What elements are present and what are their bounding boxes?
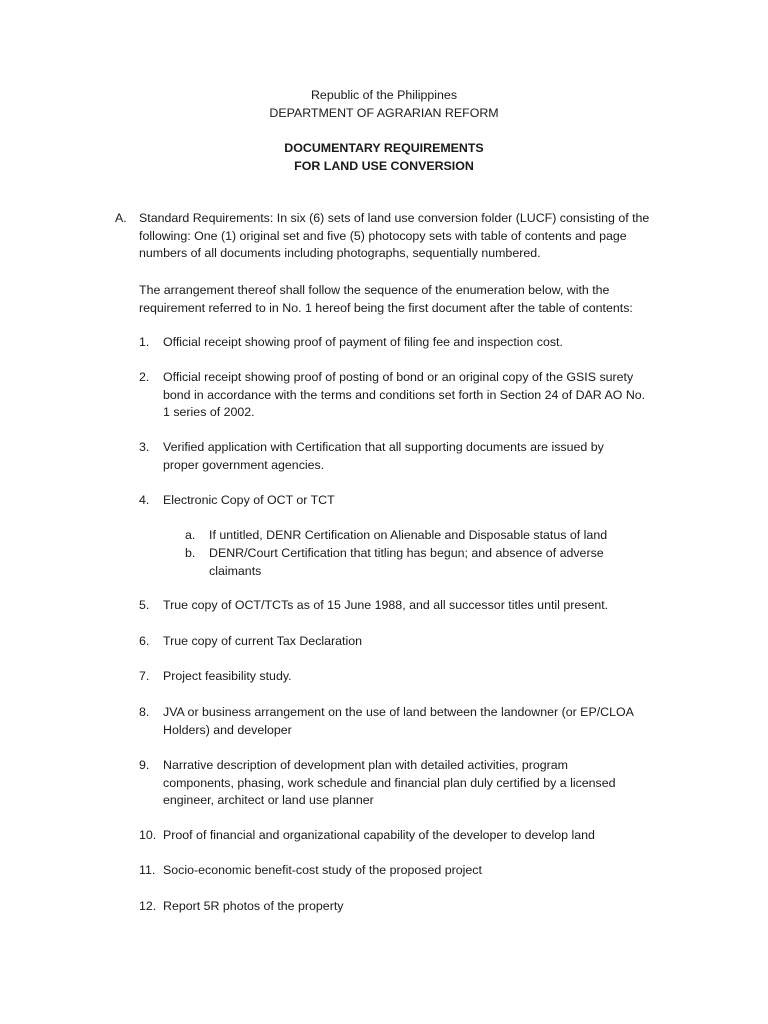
- section-a-line: following: One (1) original set and five (5) photocopy sets with table of contents and page: [139, 228, 627, 243]
- requirement-item-number: 1.: [139, 335, 150, 349]
- requirement-item-number: 9.: [139, 758, 150, 772]
- requirement-item-number: 4.: [139, 493, 150, 507]
- requirement-item-text: [163, 862, 659, 880]
- section-a-line: Standard Requirements: In six (6) sets of land use conversion folder (LUCF) consisting of the: [139, 211, 650, 225]
- title-line-1: DOCUMENTARY REQUIREMENTS: [284, 141, 484, 155]
- requirement-item-line: 1 series of 2002.: [163, 405, 255, 420]
- requirement-item-line: components, phasing, work schedule and financial plan duly certified by a licensed: [163, 775, 616, 790]
- requirement-item-text: [163, 898, 659, 916]
- requirement-subitem-number: b.: [185, 546, 196, 560]
- requirement-item-text: [163, 633, 659, 651]
- requirement-subitem-text: [209, 527, 645, 545]
- section-a-letter: A.: [115, 211, 127, 225]
- title-line-2: FOR LAND USE CONVERSION: [294, 158, 474, 173]
- requirement-item-text: [163, 704, 659, 739]
- requirement-item-line: proper government agencies.: [163, 457, 325, 472]
- requirement-item-text: [163, 369, 659, 422]
- requirement-item-text: [163, 492, 659, 510]
- department-line: DEPARTMENT OF AGRARIAN REFORM: [269, 105, 499, 120]
- requirement-item-number: 12.: [139, 899, 157, 913]
- requirement-item-line: Official receipt showing proof of posting of bond or an original copy of the GSIS surety: [163, 370, 634, 384]
- requirement-item-line: Verified application with Certification that all supporting documents are issued by: [163, 440, 604, 454]
- arrangement-line: The arrangement thereof shall follow the sequence of the enumeration below, with the: [139, 283, 610, 297]
- requirement-item-line: Electronic Copy of OCT or TCT: [163, 493, 335, 507]
- requirement-item-number: 3.: [139, 440, 150, 454]
- requirement-item-line: Holders) and developer: [163, 722, 292, 737]
- arrangement-line: requirement referred to in No. 1 hereof being the first document after the table of contents:: [139, 300, 633, 315]
- requirement-item-number: 8.: [139, 705, 150, 719]
- requirement-subitem-line: claimants: [209, 563, 262, 578]
- requirement-item-line: Project feasibility study.: [163, 669, 292, 683]
- requirement-item-line: True copy of current Tax Declaration: [163, 634, 363, 648]
- requirement-item-number: 7.: [139, 669, 150, 683]
- requirement-item-text: [163, 757, 659, 810]
- requirement-item-text: [163, 827, 659, 845]
- requirement-subitem-line: DENR/Court Certification that titling has begun; and absence of adverse: [209, 546, 604, 560]
- requirement-item-number: 5.: [139, 598, 150, 612]
- requirement-item-line: Narrative description of development plan with detailed activities, program: [163, 758, 568, 772]
- requirement-item-number: 6.: [139, 634, 150, 648]
- document-header: [0, 87, 768, 122]
- republic-line: Republic of the Philippines: [310, 88, 458, 102]
- requirement-item-text: [163, 668, 659, 686]
- requirement-item-line: Socio-economic benefit-cost study of the proposed project: [163, 863, 482, 877]
- requirement-item-line: True copy of OCT/TCTs as of 15 June 1988, and all successor titles until present.: [163, 598, 609, 612]
- requirement-subitem-text: [209, 545, 645, 580]
- requirement-item-number: 2.: [139, 370, 150, 384]
- document-title: [0, 140, 768, 175]
- requirement-subitem-number: a.: [185, 528, 196, 542]
- section-a-text: [139, 210, 675, 263]
- requirement-item-line: Proof of financial and organizational capability of the developer to develop land: [163, 828, 595, 842]
- requirement-item-text: [163, 597, 659, 615]
- requirement-item-line: engineer, architect or land use planner: [163, 793, 374, 808]
- arrangement-paragraph: [139, 282, 684, 317]
- requirement-subitem-line: If untitled, DENR Certification on Alienable and Disposable status of land: [209, 528, 608, 542]
- requirement-item-number: 10.: [139, 828, 157, 842]
- requirement-item-line: JVA or business arrangement on the use of land between the landowner (or EP/CLOA: [163, 705, 634, 719]
- requirement-item-line: bond in accordance with the terms and conditions set forth in Section 24 of DAR AO No.: [163, 387, 646, 402]
- requirement-item-text: [163, 334, 659, 352]
- requirement-item-line: Official receipt showing proof of payment of filing fee and inspection cost.: [163, 335, 563, 349]
- requirement-item-line: Report 5R photos of the property: [163, 899, 344, 913]
- section-a-line: numbers of all documents including photographs, sequentially numbered.: [139, 246, 541, 261]
- requirement-item-number: 11.: [139, 863, 156, 877]
- requirement-item-text: [163, 439, 659, 474]
